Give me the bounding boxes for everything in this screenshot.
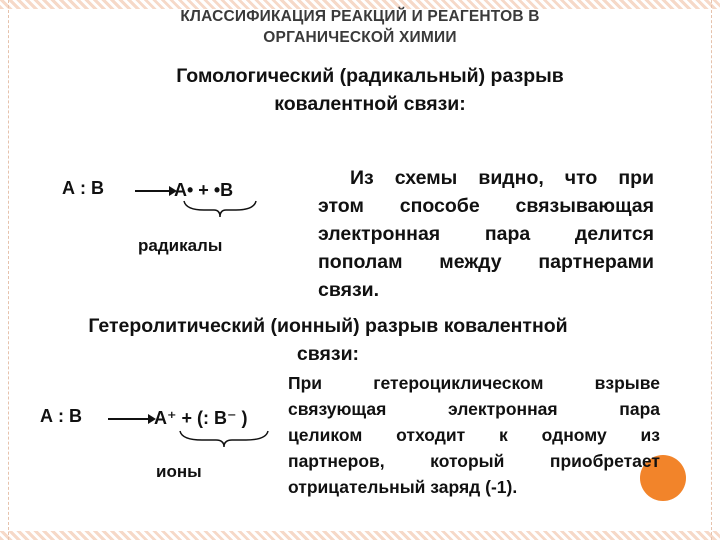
decorative-right-line [711, 0, 713, 540]
heterolytic-explanation-line: отрицательный заряд (-1). [288, 477, 518, 497]
decorative-frame-bottom [0, 531, 720, 540]
heterolytic-explanation-line: связующая электронная пара [288, 399, 660, 419]
heterolytic-heading [18, 312, 638, 368]
homolytic-explanation-line: электронная пара делится [318, 223, 654, 245]
homolytic-heading-line-2: ковалентной связи: [274, 93, 466, 115]
slide-title-line-2: ОРГАНИЧЕСКОЙ ХИМИИ [263, 29, 457, 46]
decorative-left-line [8, 0, 10, 540]
homolytic-brace [180, 198, 260, 220]
homolytic-heading-line-1: Гомологический (радикальный) разрыв [176, 65, 564, 87]
homolytic-explanation [318, 164, 654, 304]
heterolytic-explanation-line: При гетероциклическом взрыве [288, 373, 660, 393]
heterolytic-explanation [288, 370, 660, 500]
heterolytic-heading-line-1: Гетеролитический (ионный) разрыв ковалентной [88, 315, 568, 337]
homolytic-products-label: радикалы [138, 236, 223, 255]
heterolytic-explanation-line: целиком отходит к одному из [288, 425, 660, 445]
homolytic-explanation-line: пополам между партнерами [318, 251, 654, 273]
homolytic-reactant: А : В [62, 178, 104, 198]
slide-title-line-1: КЛАССИФИКАЦИЯ РЕАКЦИЙ И РЕАГЕНТОВ В [180, 8, 540, 25]
heterolytic-reactant: А : В [40, 406, 82, 426]
heterolytic-products: А⁺ + (: В⁻ ) [154, 408, 248, 428]
homolytic-products: А• + •В [174, 180, 234, 200]
homolytic-heading [120, 62, 620, 118]
homolytic-explanation-line: этом способе связывающая [318, 195, 654, 217]
heterolytic-products-label: ионы [156, 462, 202, 481]
homolytic-reaction-arrow [135, 190, 175, 192]
heterolytic-brace [176, 428, 272, 450]
heterolytic-heading-line-2: связи: [296, 343, 360, 365]
slide-title [0, 6, 720, 48]
homolytic-explanation-line: связи. [318, 279, 380, 301]
homolytic-explanation-line: Из схемы видно, что при [350, 167, 654, 189]
heterolytic-explanation-line: партнеров, который приобретает [288, 451, 660, 471]
heterolytic-reaction-arrow [108, 418, 154, 420]
